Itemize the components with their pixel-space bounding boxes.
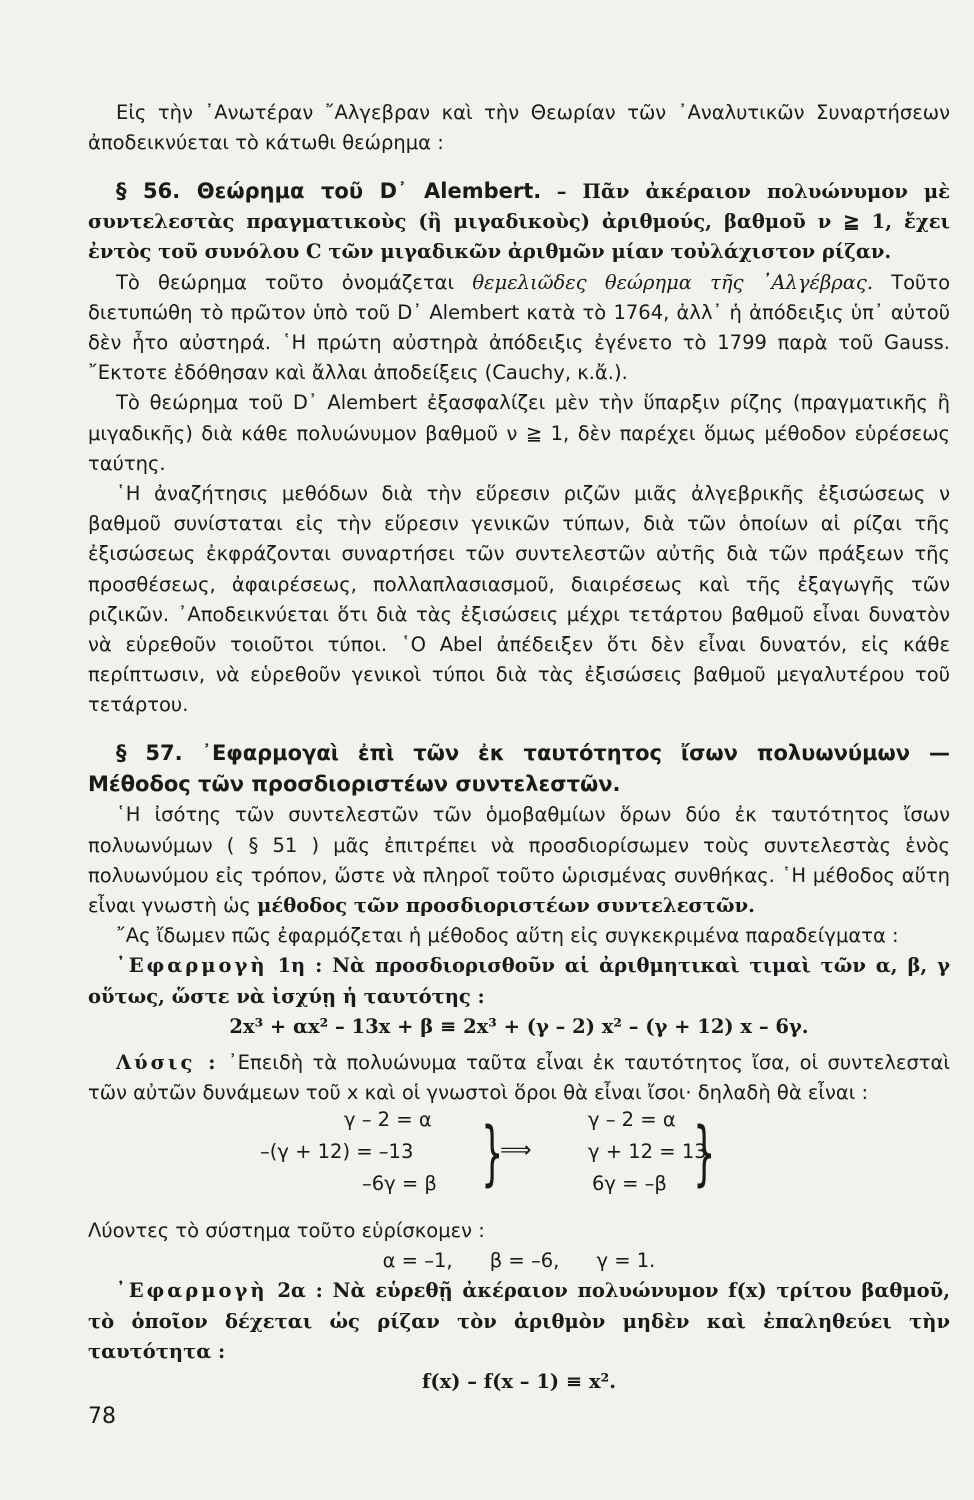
section-57-heading: § 57. ᾿Εφαρμογαὶ ἐπὶ τῶν ἐκ ταυτότητος ἴσων πολυωνύμων — Μέθοδος τῶν προσδιοριστέων συντελεστῶν.	[88, 741, 950, 797]
theorem-statement: – Πᾶν ἀκέραιον πολυώνυμον μὲ συντελεστὰς πραγματικοὺς (ἢ μιγαδικοὺς) ἀριθμούς, βαθμοῦ ν ≧ 1, ἔχει ἐντὸς τοῦ συνόλου C τῶν μιγαδικῶν ἀριθμῶν μίαν τοὐλάχιστον ρίζαν.	[88, 180, 951, 264]
sys-right-3: 6γ = –β	[592, 1172, 667, 1195]
section-56-p3: ῾Η ἀναζήτησις μεθόδων διὰ τὴν εὕρεσιν ριζῶν μιᾶς ἀλγεβρικῆς ἐξισώσεως ν βαθμοῦ συνίσταται εἰς τὴν εὕρεσιν γενικῶν τύπων, διὰ τῶν ὁποίων αἱ ρίζαι τῆς ἐξισώσεως ἐκφράζονται συναρτήσει τῶν συντελεστῶν αὐτῆς διὰ τῶν πράξεων τῆς προσθέσεως, ἀφαιρέσεως, πολλαπλασιασμοῦ, διαιρέσεως καὶ τῆς ἐξαγωγῆς τῶν ριζικῶν. ᾿Αποδεικνύεται ὅτι διὰ τὰς ἐξισώσεις μέχρι τετάρτου βαθμοῦ εἶναι δυνατὸν νὰ εὑρεθοῦν τοιοῦτοι τύποι. ῾Ο Abel ἀπέδειξεν ὅτι δὲν εἶναι δυνατόν, εἰς κάθε περίπτωσιν, νὰ εὑρεθοῦν γενικοὶ τύποι διὰ τὰς ἐξισώσεις βαθμοῦ μεγαλυτέρου τοῦ τετάρτου.	[88, 482, 950, 717]
result-values: α = –1, β = –6, γ = 1.	[382, 1249, 656, 1273]
solution: Λύσις : ᾿Επειδὴ τὰ πολυώνυμα ταῦτα εἶναι ἐκ ταυτότητος ἴσα, οἱ συντελεσταὶ τῶν αὐτῶν δυνάμεων τοῦ x καὶ οἱ γνωστοὶ ὅροι θὰ εἶναι ἴσοι· δηλαδὴ θὰ εἶναι :	[88, 1051, 951, 1105]
page-number: 78	[88, 1404, 116, 1429]
identity-1: 2x³ + αx² – 13x + β ≡ 2x³ + (γ – 2) x² – (γ + 12) x – 6γ.	[229, 1014, 809, 1038]
section-56-heading: § 56. Θεώρημα τοῦ D᾿ Alembert.	[116, 179, 542, 203]
intro-text: Εἰς τὴν ᾿Ανωτέραν ῎Αλγεβραν καὶ τὴν Θεωρίαν τῶν ᾿Αναλυτικῶν Συναρτήσεων ἀποδεικνύεται τὸ κάτωθι θεώρημα :	[88, 101, 950, 155]
right-brace: }	[481, 1112, 504, 1194]
right-brace-2: }	[693, 1112, 716, 1194]
results	[88, 1216, 950, 1397]
section-57-p2: ῎Ας ἴδωμεν πῶς ἐφαρμόζεται ἡ μέθοδος αὕτη εἰς συγκεκριμένα παραδείγματα :	[116, 924, 899, 948]
equation-system	[0, 1108, 974, 1208]
sys-right-1: γ – 2 = α	[588, 1108, 676, 1131]
identity-2: f(x) – f(x – 1) ≡ x².	[421, 1370, 617, 1394]
section-56-p1: Τὸ θεώρημα τοῦτο ὀνομάζεται θεμελιῶδες θεώρημα τῆς ᾿Αλγέβρας. Τοῦτο διετυπώθη τὸ πρῶτον ὑπὸ τοῦ D᾿ Alembert κατὰ τὸ 1764, ἀλλ᾿ ἡ ἀπόδειξις ὑπ᾿ αὐτοῦ δὲν ἦτο αὐστηρά. ῾Η πρώτη αὐστηρὰ ἀπόδειξις ἐγένετο τὸ 1799 παρὰ τοῦ Gauss. ῎Εκτοτε ἐδόθησαν καὶ ἄλλαι ἀποδείξεις (Cauchy, κ.ἄ.).	[88, 270, 950, 385]
section-57	[88, 738, 950, 1108]
section-57-p1: ῾Η ἰσότης τῶν συντελεστῶν τῶν ὁμοβαθμίων ὅρων δύο ἐκ ταυτότητος ἴσων πολυωνύμων ( § 51 ) μᾶς ἐπιτρέπει νὰ προσδιορίσωμεν τοὺς συντελεστὰς ἑνὸς πολυωνύμου εἰς τρόπον, ὥστε νὰ πληροῖ τοῦτο ὡρισμένας συνθήκας. ῾Η μέθοδος αὕτη εἶναι γνωστὴ ὡς μέθοδος τῶν προσδιοριστέων συντελεστῶν.	[88, 803, 950, 918]
sys-right-2: γ + 12 = 13	[588, 1140, 707, 1163]
intro-paragraph	[88, 98, 950, 158]
sys-left-1: γ – 2 = α	[344, 1108, 432, 1131]
section-56	[88, 176, 950, 721]
sys-left-2: –(γ + 12) = –13	[260, 1140, 414, 1163]
application-1: ᾿Εφαρμογὴ 1η : Νὰ προσδιορισθοῦν αἱ ἀριθμητικαὶ τιμαὶ τῶν α, β, γ οὕτως, ὥστε νὰ ἰσχύῃ ἡ ταυτότης :	[88, 954, 950, 1008]
solving-text: Λύοντες τὸ σύστημα τοῦτο εὑρίσκομεν :	[88, 1219, 485, 1242]
section-56-p2: Τὸ θεώρημα τοῦ D᾿ Alembert ἐξασφαλίζει μὲν τὴν ὕπαρξιν ρίζης (πραγματικῆς ἢ μιγαδικῆς) διὰ κάθε πολυώνυμον βαθμοῦ ν ≧ 1, δὲν παρέχει ὅμως μέθοδον εὑρέσεως ταύτης.	[88, 391, 950, 475]
sys-left-3: –6γ = β	[362, 1172, 437, 1195]
implies-arrow: ⟹	[500, 1138, 532, 1163]
application-2: ᾿Εφαρμογὴ 2α : Νὰ εὑρεθῇ ἀκέραιον πολυώνυμον f(x) τρίτου βαθμοῦ, τὸ ὁποῖον δέχεται ὡς ρίζαν τὸν ἀριθμὸν μηδὲν καὶ ἐπαληθεύει τὴν ταυτότητα :	[88, 1279, 950, 1363]
